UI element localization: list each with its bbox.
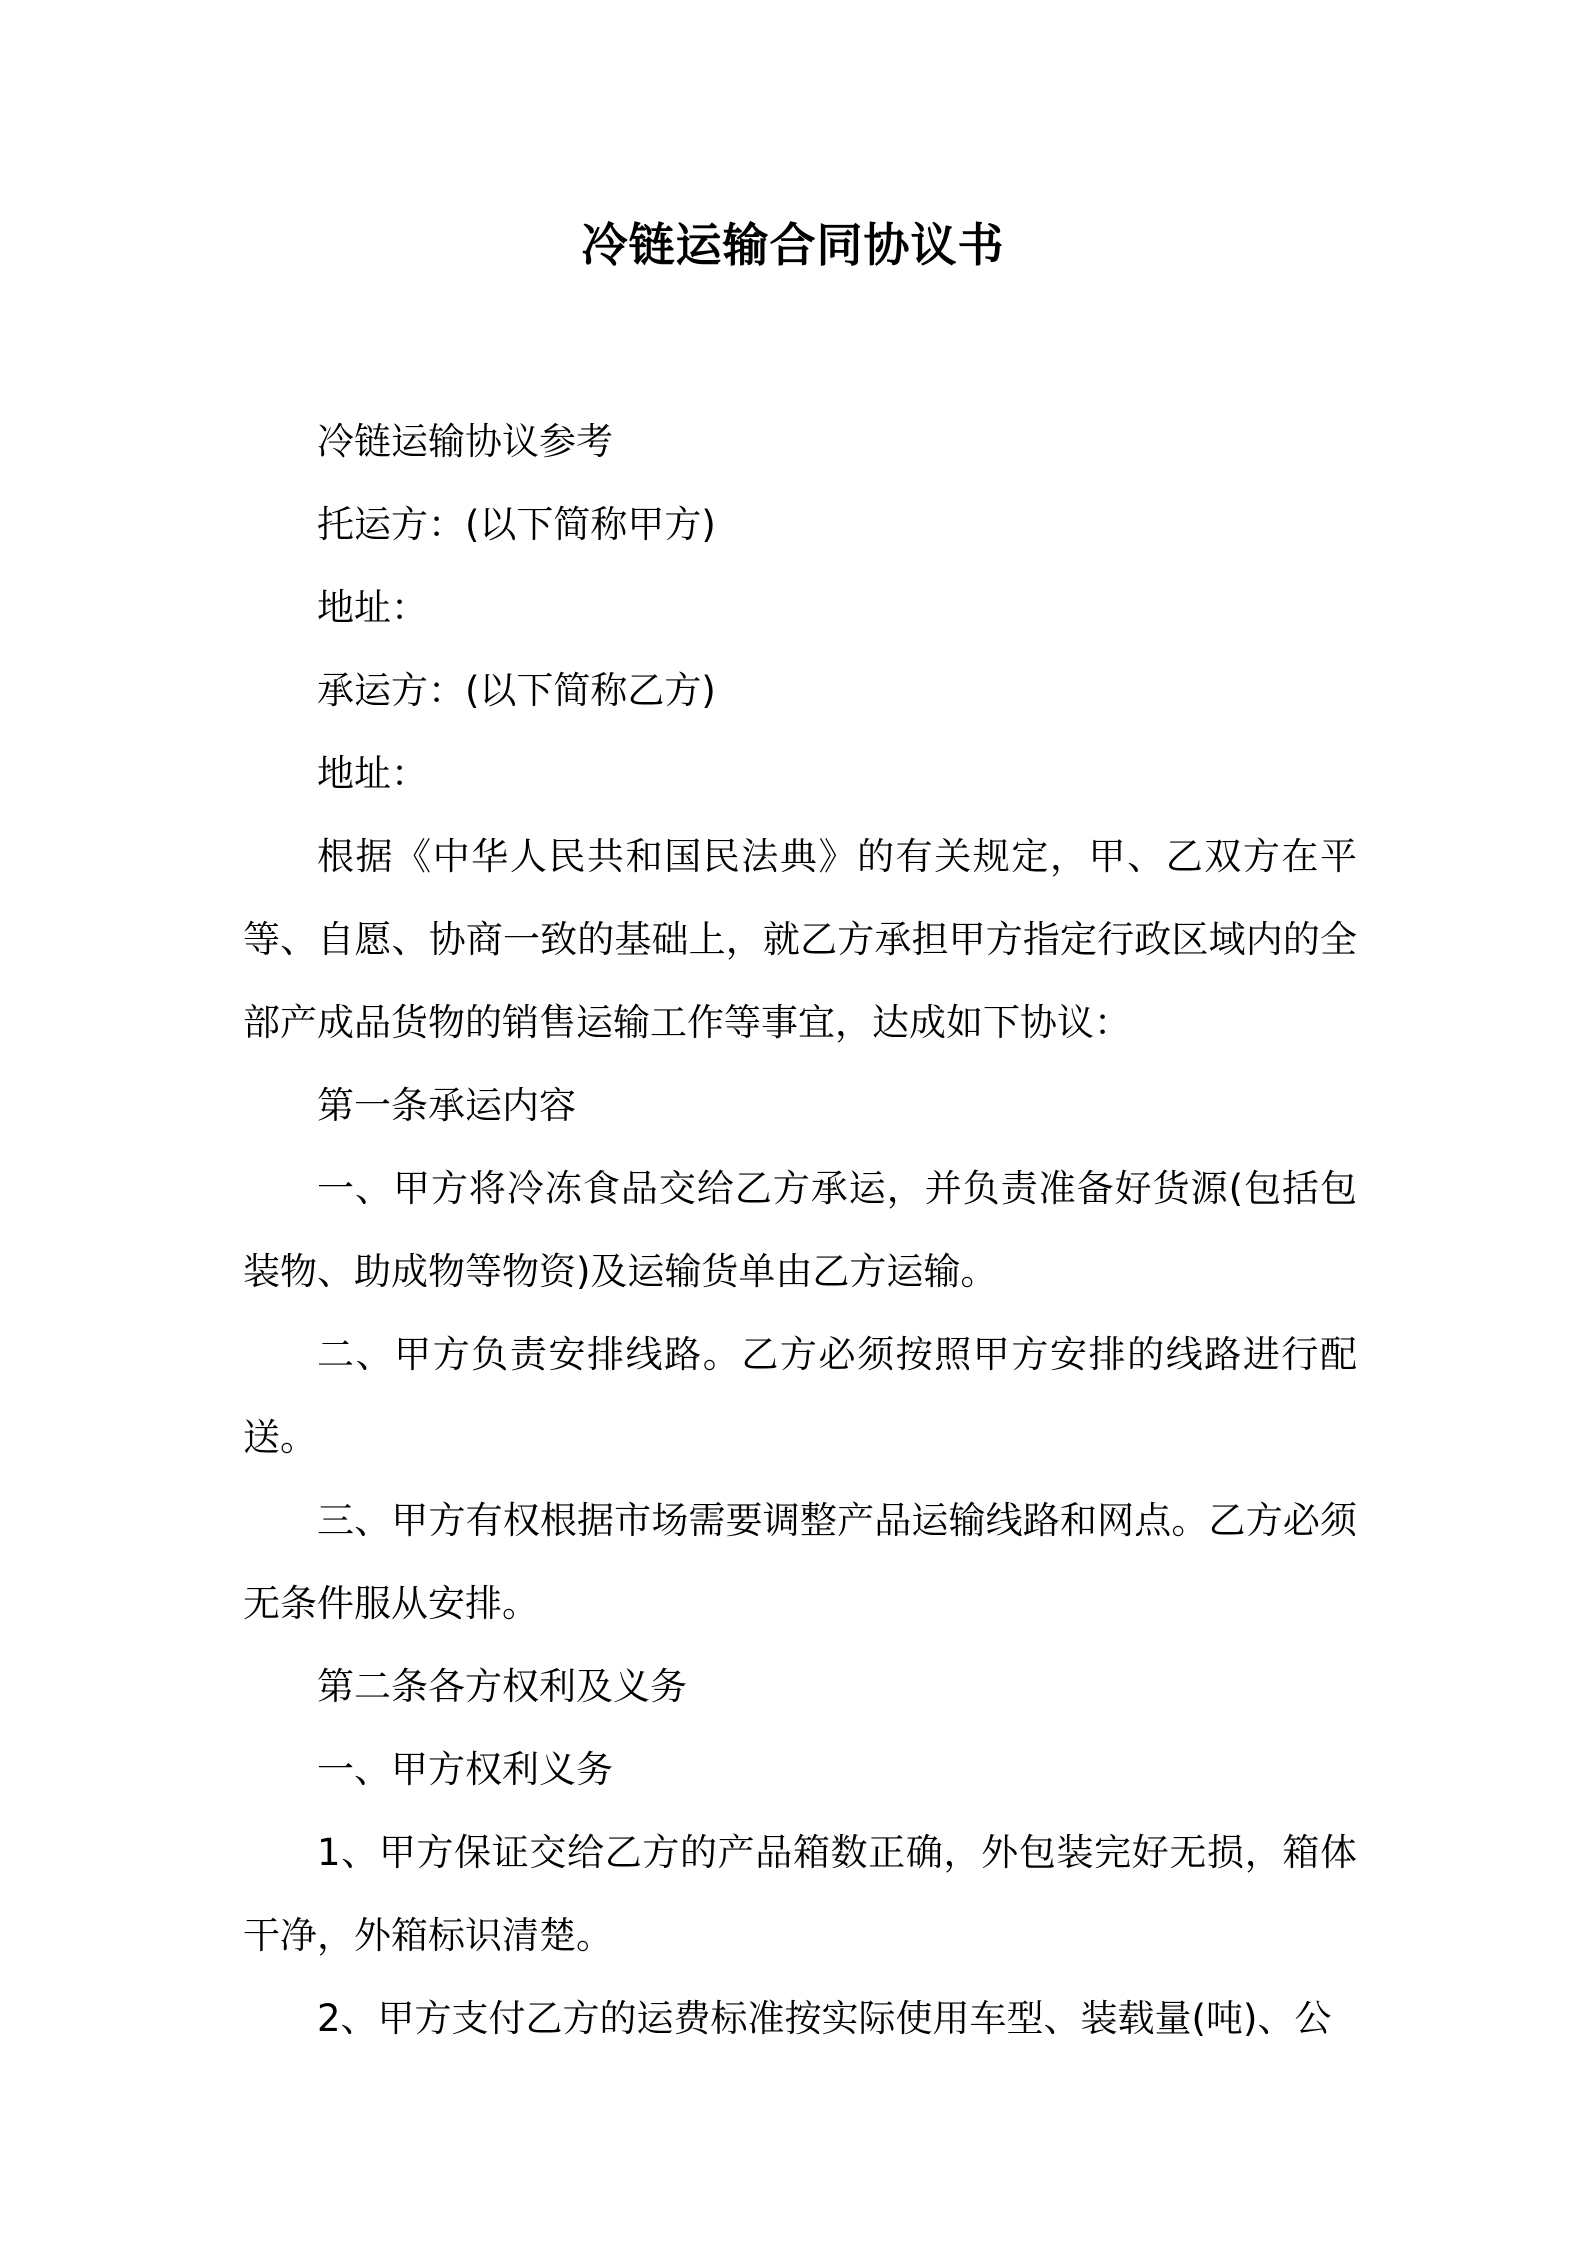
document-title: 冷链运输合同协议书	[581, 218, 1005, 272]
paragraph-preamble: 根据《中华人民共和国民法典》的有关规定，甲、乙双方在平等、自愿、协商一致的基础上，就乙方承担甲方指定行政区域内的全部产成品货物的销售运输工作等事宜，达成如下协议：	[243, 835, 1357, 1044]
clause-2-1-1: 1、甲方保证交给乙方的产品箱数正确，外包装完好无损，箱体干净，外箱标识清楚。	[243, 1831, 1357, 1957]
clause-1-3: 三、甲方有权根据市场需要调整产品运输线路和网点。乙方必须无条件服从安排。	[243, 1499, 1357, 1625]
clause-1-2: 二、甲方负责安排线路。乙方必须按照甲方安排的线路进行配送。	[243, 1333, 1357, 1459]
document-body	[243, 400, 1357, 2060]
paragraph-reference: 冷链运输协议参考	[317, 420, 613, 463]
section-heading-1: 第一条承运内容	[317, 1084, 576, 1127]
clause-2-1-2: 2、甲方支付乙方的运费标准按实际使用车型、装载量(吨)、公	[317, 1997, 1332, 2040]
paragraph-carrier: 承运方：(以下简称乙方)	[317, 669, 716, 712]
paragraph-shipper-address: 地址：	[317, 586, 428, 629]
subsection-heading-party-a: 一、甲方权利义务	[317, 1748, 613, 1791]
clause-1-1: 一、甲方将冷冻食品交给乙方承运，并负责准备好货源(包括包装物、助成物等物资)及运输货单由乙方运输。	[243, 1167, 1357, 1293]
section-heading-2: 第二条各方权利及义务	[317, 1665, 687, 1708]
paragraph-shipper: 托运方：(以下简称甲方)	[317, 503, 716, 546]
paragraph-carrier-address: 地址：	[317, 752, 428, 795]
